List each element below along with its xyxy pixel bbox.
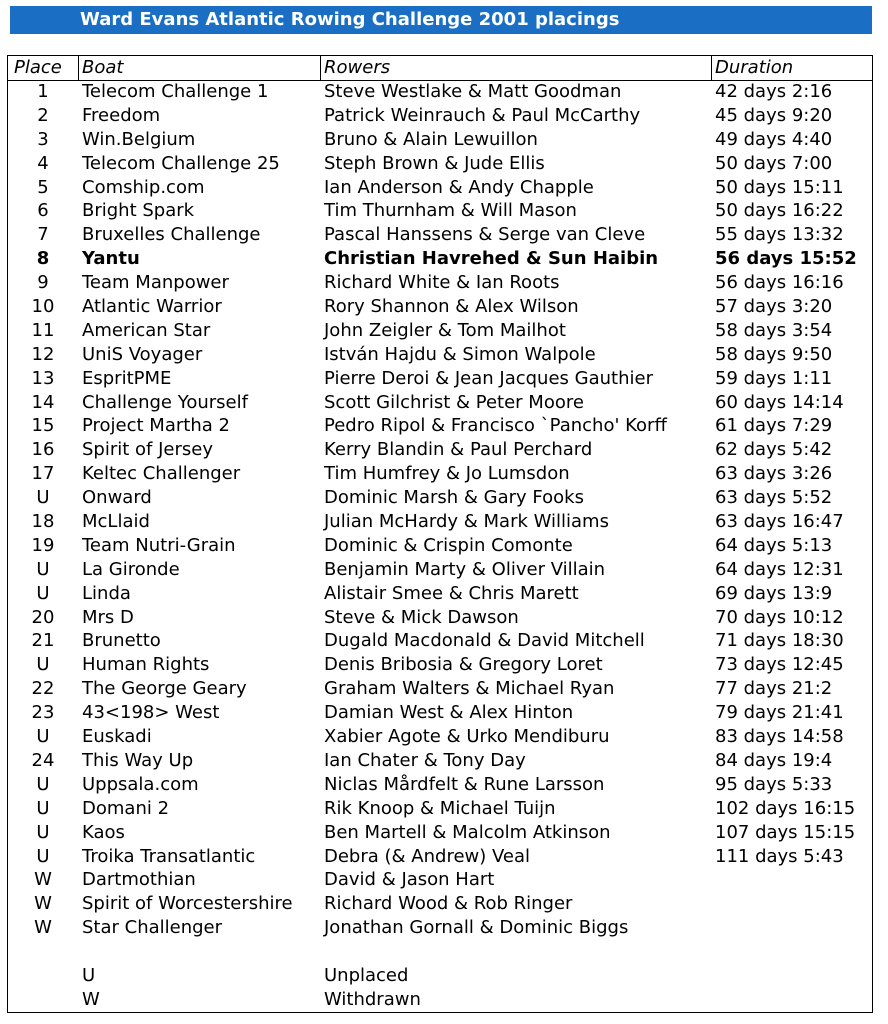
cell-rowers: Dugald Macdonald & David Mitchell (324, 630, 645, 652)
cell-duration: 56 days 16:16 (715, 272, 844, 294)
cell-boat: Telecom Challenge 25 (82, 152, 280, 174)
placings-table (7, 55, 873, 1013)
cell-boat: Project Martha 2 (82, 415, 230, 437)
cell-rowers: Ian Chater & Tony Day (324, 749, 526, 771)
cell-place: 13 (31, 367, 55, 389)
cell-rowers: Julian McHardy & Mark Williams (324, 511, 609, 533)
header-boat: Boat (82, 57, 124, 78)
cell-place: 17 (31, 463, 55, 485)
cell-rowers: Damian West & Alex Hinton (324, 702, 574, 724)
cell-boat: UniS Voyager (82, 343, 203, 365)
cell-boat: Yantu (82, 248, 140, 270)
cell-duration: 45 days 9:20 (715, 104, 833, 126)
cell-place: U (36, 654, 50, 676)
cell-rowers: Steve & Mick Dawson (324, 606, 519, 628)
cell-boat: Team Nutri-Grain (82, 534, 236, 556)
cell-boat: Domani 2 (82, 797, 170, 819)
cell-duration: 58 days 3:54 (715, 319, 833, 341)
cell-duration: 61 days 7:29 (715, 415, 833, 437)
legend-code: U (82, 965, 96, 986)
cell-duration: 49 days 4:40 (715, 128, 833, 150)
legend-meaning: Unplaced (324, 965, 409, 986)
cell-boat: Dartmothian (82, 869, 196, 891)
cell-duration: 107 days 15:15 (715, 821, 856, 843)
header-place: Place (14, 57, 62, 78)
table-row (8, 701, 872, 725)
table-row (8, 152, 872, 176)
cell-duration: 60 days 14:14 (715, 391, 844, 413)
cell-boat: McLlaid (82, 511, 150, 533)
cell-rowers: Dominic & Crispin Comonte (324, 534, 573, 556)
legend-item (8, 964, 872, 988)
legend (8, 964, 872, 1012)
header-duration: Duration (715, 57, 794, 78)
table-row (8, 104, 872, 128)
cell-boat: Brunetto (82, 630, 161, 652)
page-title: Ward Evans Atlantic Rowing Challenge 2001 placings (10, 6, 872, 34)
table-row (8, 845, 872, 869)
table-row (8, 534, 872, 558)
cell-duration: 57 days 3:20 (715, 296, 833, 318)
cell-duration: 83 days 14:58 (715, 726, 844, 748)
cell-rowers: Bruno & Alain Lewuillon (324, 128, 538, 150)
table-row (8, 582, 872, 606)
cell-place: 2 (37, 104, 49, 126)
cell-boat: Troika Transatlantic (82, 845, 256, 867)
legend-item (8, 988, 872, 1012)
cell-duration: 111 days 5:43 (715, 845, 844, 867)
cell-rowers: Pierre Deroi & Jean Jacques Gauthier (324, 367, 653, 389)
cell-rowers: David & Jason Hart (324, 869, 495, 891)
cell-place: W (34, 917, 52, 939)
cell-place: 7 (37, 224, 49, 246)
table-row (8, 773, 872, 797)
cell-rowers: Dominic Marsh & Gary Fooks (324, 487, 584, 509)
table-row (8, 199, 872, 223)
header-rowers: Rowers (324, 57, 391, 78)
cell-place: U (36, 773, 50, 795)
cell-rowers: István Hajdu & Simon Walpole (324, 343, 596, 365)
cell-rowers: John Zeigler & Tom Mailhot (324, 319, 566, 341)
table-row (8, 606, 872, 630)
cell-boat: Comship.com (82, 176, 205, 198)
cell-place: 3 (37, 128, 49, 150)
cell-boat: Uppsala.com (82, 773, 199, 795)
cell-boat: Onward (82, 487, 152, 509)
cell-rowers: Denis Bribosia & Gregory Loret (324, 654, 603, 676)
cell-place: 21 (31, 630, 55, 652)
cell-duration: 59 days 1:11 (715, 367, 833, 389)
cell-duration: 79 days 21:41 (715, 702, 844, 724)
cell-rowers: Alistair Smee & Chris Marett (324, 582, 579, 604)
cell-duration: 50 days 7:00 (715, 152, 833, 174)
cell-duration: 50 days 16:22 (715, 200, 844, 222)
cell-rowers: Rory Shannon & Alex Wilson (324, 296, 579, 318)
cell-duration: 62 days 5:42 (715, 439, 833, 461)
cell-place: 9 (37, 272, 49, 294)
table-row (8, 223, 872, 247)
cell-boat: Bright Spark (82, 200, 195, 222)
table-row (8, 438, 872, 462)
cell-place: U (36, 582, 50, 604)
table-row (8, 629, 872, 653)
cell-boat: Team Manpower (82, 272, 229, 294)
cell-rowers: Scott Gilchrist & Peter Moore (324, 391, 584, 413)
cell-duration: 56 days 15:52 (715, 248, 857, 270)
cell-place: 16 (31, 439, 55, 461)
cell-duration: 84 days 19:4 (715, 749, 833, 771)
cell-rowers: Steph Brown & Jude Ellis (324, 152, 545, 174)
table-row (8, 271, 872, 295)
cell-place: 22 (31, 678, 55, 700)
cell-rowers: Tim Humfrey & Jo Lumsdon (324, 463, 570, 485)
cell-boat: Spirit of Jersey (82, 439, 213, 461)
cell-duration: 58 days 9:50 (715, 343, 833, 365)
table-row (8, 510, 872, 534)
cell-rowers: Pascal Hanssens & Serge van Cleve (324, 224, 646, 246)
legend-meaning: Withdrawn (324, 988, 421, 1010)
cell-duration: 70 days 10:12 (715, 606, 844, 628)
cell-boat: Human Rights (82, 654, 210, 676)
cell-place: 14 (31, 391, 55, 413)
cell-place: 20 (31, 606, 55, 628)
cell-boat: Atlantic Warrior (82, 296, 222, 318)
cell-boat: Freedom (82, 104, 161, 126)
legend-code: W (82, 988, 100, 1010)
cell-rowers: Pedro Ripol & Francisco `Pancho' Korff (324, 415, 667, 437)
cell-place: 8 (36, 248, 50, 270)
table-row (8, 868, 872, 892)
cell-rowers: Xabier Agote & Urko Mendiburu (324, 726, 610, 748)
cell-place: U (36, 845, 50, 867)
cell-boat: Telecom Challenge 1 (82, 81, 269, 102)
table-row (8, 916, 872, 940)
table-row (8, 80, 872, 104)
cell-place: U (36, 821, 50, 843)
table-row (8, 319, 872, 343)
cell-duration: 73 days 12:45 (715, 654, 844, 676)
cell-duration: 64 days 5:13 (715, 534, 833, 556)
cell-place: 12 (31, 343, 55, 365)
cell-rowers: Benjamin Marty & Oliver Villain (324, 558, 606, 580)
cell-boat: The George Geary (82, 678, 247, 700)
cell-place: 23 (31, 702, 55, 724)
cell-boat: Challenge Yourself (82, 391, 248, 413)
cell-rowers: Richard Wood & Rob Ringer (324, 893, 573, 915)
cell-rowers: Jonathan Gornall & Dominic Biggs (324, 917, 629, 939)
table-body (8, 80, 872, 940)
cell-place: U (36, 797, 50, 819)
cell-place: 1 (37, 81, 49, 102)
cell-duration: 102 days 16:15 (715, 797, 856, 819)
cell-place: 11 (31, 319, 55, 341)
cell-place: 10 (31, 296, 55, 318)
cell-rowers: Ian Anderson & Andy Chapple (324, 176, 594, 198)
cell-boat: Spirit of Worcestershire (82, 893, 293, 915)
table-row (8, 128, 872, 152)
cell-duration: 64 days 12:31 (715, 558, 844, 580)
cell-duration: 71 days 18:30 (715, 630, 844, 652)
table-row (8, 391, 872, 415)
table-row (8, 749, 872, 773)
cell-boat: Win.Belgium (82, 128, 196, 150)
cell-boat: Euskadi (82, 726, 152, 748)
cell-rowers: Niclas Mårdfelt & Rune Larsson (324, 773, 605, 795)
table-row (8, 462, 872, 486)
cell-place: 5 (37, 176, 49, 198)
cell-place: U (36, 726, 50, 748)
cell-duration: 63 days 3:26 (715, 463, 833, 485)
cell-boat: EspritPME (82, 367, 172, 389)
cell-duration: 55 days 13:32 (715, 224, 844, 246)
cell-boat: Bruxelles Challenge (82, 224, 261, 246)
table-row (8, 821, 872, 845)
cell-place: U (36, 558, 50, 580)
table-row (8, 797, 872, 821)
cell-place: U (36, 487, 50, 509)
table-row (8, 486, 872, 510)
cell-duration: 69 days 13:9 (715, 582, 833, 604)
cell-boat: Mrs D (82, 606, 134, 628)
table-row (8, 677, 872, 701)
table-row (8, 367, 872, 391)
cell-place: 6 (37, 200, 49, 222)
table-row (8, 653, 872, 677)
table-row (8, 343, 872, 367)
table-row (8, 247, 872, 271)
cell-place: 4 (37, 152, 49, 174)
cell-place: 18 (31, 511, 55, 533)
cell-rowers: Graham Walters & Michael Ryan (324, 678, 615, 700)
cell-place: W (34, 893, 52, 915)
table-row (8, 558, 872, 582)
cell-duration: 50 days 15:11 (715, 176, 844, 198)
cell-duration: 77 days 21:2 (715, 678, 833, 700)
cell-boat: La Gironde (82, 558, 180, 580)
cell-boat: Linda (82, 582, 131, 604)
cell-rowers: Richard White & Ian Roots (324, 272, 560, 294)
cell-place: W (34, 869, 52, 891)
cell-duration: 42 days 2:16 (715, 81, 833, 102)
cell-place: 24 (31, 749, 55, 771)
cell-rowers: Debra (& Andrew) Veal (324, 845, 531, 867)
cell-boat: Kaos (82, 821, 125, 843)
cell-rowers: Kerry Blandin & Paul Perchard (324, 439, 593, 461)
cell-boat: Star Challenger (82, 917, 223, 939)
cell-place: 19 (31, 534, 55, 556)
cell-duration: 95 days 5:33 (715, 773, 833, 795)
cell-rowers: Ben Martell & Malcolm Atkinson (324, 821, 611, 843)
table-header (8, 56, 872, 81)
cell-rowers: Rik Knoop & Michael Tuijn (324, 797, 556, 819)
cell-duration: 63 days 5:52 (715, 487, 833, 509)
cell-boat: Keltec Challenger (82, 463, 241, 485)
cell-boat: American Star (82, 319, 211, 341)
table-row (8, 892, 872, 916)
table-row (8, 295, 872, 319)
cell-duration: 63 days 16:47 (715, 511, 844, 533)
cell-rowers: Christian Havrehed & Sun Haibin (324, 248, 659, 270)
cell-place: 15 (31, 415, 55, 437)
table-row (8, 176, 872, 200)
cell-rowers: Steve Westlake & Matt Goodman (324, 81, 622, 102)
cell-boat: 43<198> West (82, 702, 220, 724)
table-row (8, 725, 872, 749)
cell-rowers: Patrick Weinrauch & Paul McCarthy (324, 104, 641, 126)
cell-boat: This Way Up (82, 749, 194, 771)
table-row (8, 414, 872, 438)
cell-rowers: Tim Thurnham & Will Mason (324, 200, 577, 222)
